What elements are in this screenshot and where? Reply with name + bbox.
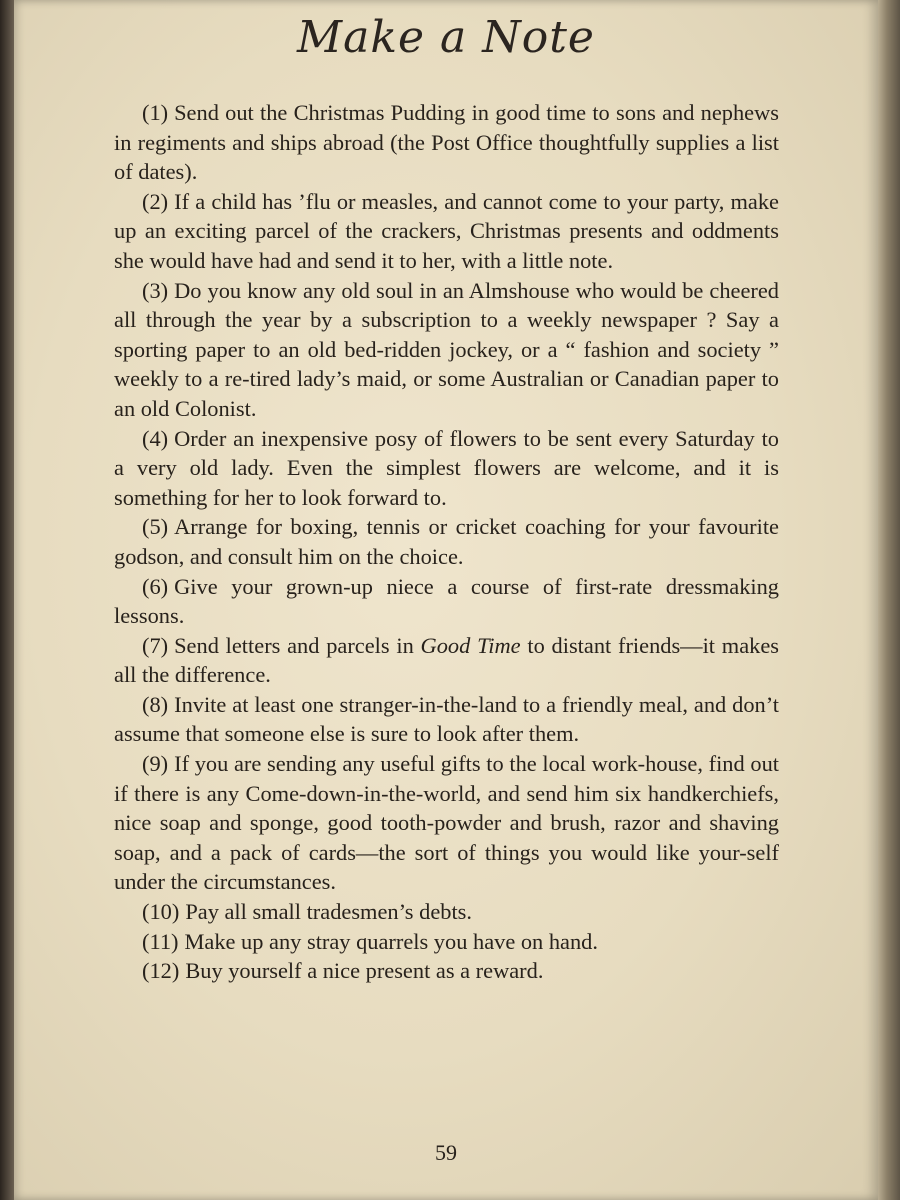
item-text-emphasis: Good Time <box>420 632 521 658</box>
page-header <box>14 12 878 63</box>
item-text: Give your grown-up niece a course of first-rate dressmaking lessons. <box>114 573 779 629</box>
item-number: (9) <box>142 751 169 777</box>
next-page-edge <box>878 0 900 1200</box>
item-text: Do you know any old soul in an Almshouse who would be cheered all through the year by a subscription to a weekly newspaper ? Say a sporting paper to an old bed-ridden jockey, or a “ fashion and society ” weekly to a re-tired lady’s maid, or some Australian or Canadian paper to an old Colonist. <box>114 277 779 421</box>
item-number: (3) <box>142 277 169 303</box>
item-number: (5) <box>142 514 169 540</box>
item-number: (12) <box>142 958 180 984</box>
list-item <box>114 927 779 957</box>
item-text: Order an inexpensive posy of flowers to be sent every Saturday to a very old lady. Even the simplest flowers are welcome, and it is something for her to look forward to. <box>114 425 779 510</box>
page-title: Make a Note <box>297 12 595 63</box>
item-text: Send out the Christmas Pudding in good time to sons and nephews in regiments and ships abroad (the Post Office thoughtfully supplies a list of dates). <box>114 100 779 185</box>
list-item <box>114 276 779 424</box>
list-item <box>114 187 779 276</box>
item-text: If you are sending any useful gifts to the local work-house, find out if there is any Come-down-in-the-world, and send him six handkerchiefs, nice soap and sponge, good tooth-powder and brush, razor and shaving soap, and a pack of cards—the sort of things you would like your-self under the circumstances. <box>114 751 779 895</box>
list-item <box>114 690 779 749</box>
item-number: (4) <box>142 425 169 451</box>
item-number: (11) <box>142 928 179 954</box>
item-number: (6) <box>142 573 169 599</box>
item-text: Arrange for boxing, tennis or cricket coaching for your favourite godson, and consult him on the choice. <box>114 514 779 569</box>
page-number: 59 <box>435 1140 457 1165</box>
item-text: Invite at least one stranger-in-the-land to a friendly meal, and don’t assume that someone else is sure to look after them. <box>114 691 779 747</box>
list-item <box>114 512 779 571</box>
list-item <box>114 956 779 986</box>
book-spine-shadow <box>0 0 14 1200</box>
list-item <box>114 572 779 631</box>
item-text: Buy yourself a nice present as a reward. <box>185 958 544 984</box>
item-number: (7) <box>142 632 169 658</box>
item-text-before: Send letters and parcels in <box>174 632 421 658</box>
item-number: (8) <box>142 691 169 717</box>
list-item <box>114 897 779 927</box>
note-list <box>114 98 779 986</box>
item-text: Make up any stray quarrels you have on hand. <box>184 928 598 954</box>
list-item <box>114 98 779 187</box>
list-item <box>114 749 779 897</box>
item-number: (10) <box>142 899 180 925</box>
item-number: (1) <box>142 100 169 125</box>
item-text: Pay all small tradesmen’s debts. <box>185 899 472 925</box>
item-number: (2) <box>142 188 169 214</box>
list-item <box>114 631 779 690</box>
item-text: If a child has ’flu or measles, and cannot come to your party, make up an exciting parcel of the crackers, Christmas presents and oddments she would have had and send it to her, with a little note. <box>114 188 779 273</box>
list-item <box>114 424 779 513</box>
item-text-after: to distant friends—it makes all the difference. <box>114 632 779 688</box>
book-page <box>14 0 878 1200</box>
